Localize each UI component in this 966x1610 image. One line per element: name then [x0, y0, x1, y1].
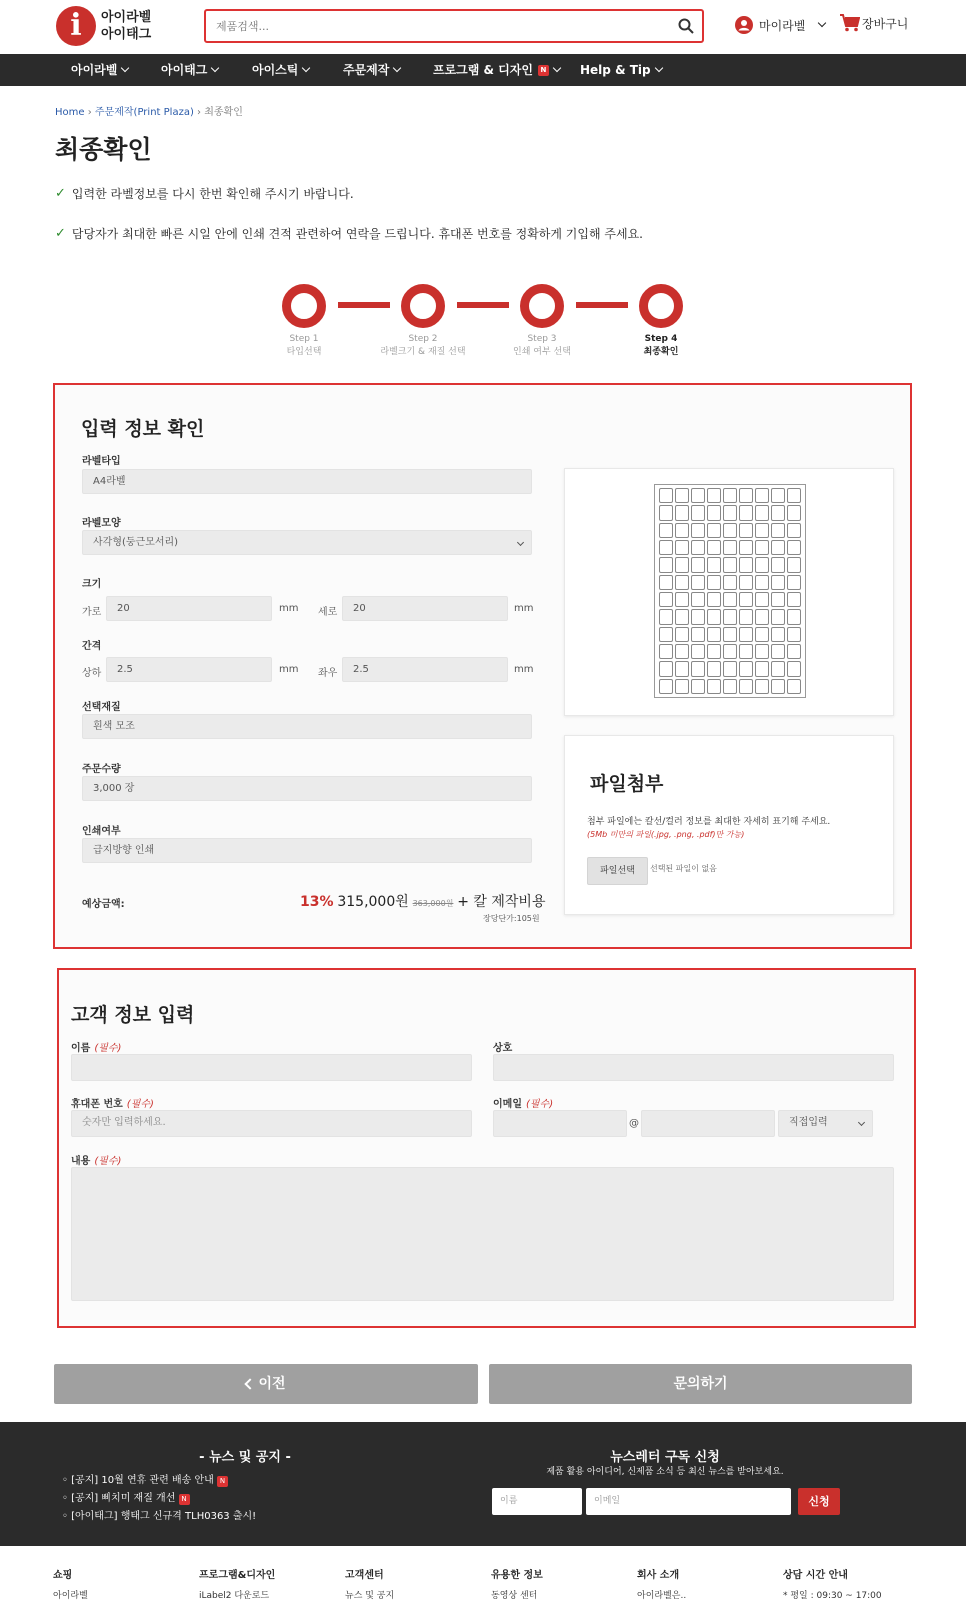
site-header [0, 0, 966, 54]
label-cell [723, 523, 737, 538]
label-cell [723, 540, 737, 555]
label-cell [707, 644, 721, 659]
label-cell [707, 540, 721, 555]
label-cell [691, 627, 705, 642]
file-attach-heading: 파일첨부 [590, 773, 664, 795]
nav-item-itag[interactable] [161, 54, 218, 86]
label-cell [659, 679, 673, 694]
label-cell [659, 523, 673, 538]
new-badge: N [217, 1476, 228, 1487]
search-input[interactable] [206, 11, 646, 41]
nav-label: Help & Tip [580, 63, 651, 77]
chevron-down-icon [393, 64, 401, 72]
label-cell [787, 609, 801, 624]
label-cell [787, 557, 801, 572]
label-cell [755, 592, 769, 607]
breadcrumb-current: 최종확인 [204, 107, 243, 118]
label-cell [691, 644, 705, 659]
label-cell [675, 523, 689, 538]
label-cell [659, 575, 673, 590]
gap-vertical-label: 상하 [82, 668, 102, 679]
size-label: 크기 [82, 579, 102, 590]
extra-cost: + 칼 제작비용 [457, 894, 546, 910]
label-cell [739, 557, 753, 572]
print-field: 급지방향 인쇄 [82, 838, 532, 863]
customer-heading: 고객 정보 입력 [71, 1004, 195, 1026]
review-heading: 입력 정보 확인 [81, 418, 205, 440]
label-cell [787, 523, 801, 538]
label-preview-card [564, 468, 894, 716]
label-cell [755, 609, 769, 624]
phone-label: 휴대폰 번호 (필수) [71, 1099, 154, 1110]
label-cell [771, 488, 785, 503]
inquiry-button[interactable]: 문의하기 [489, 1364, 912, 1404]
label-cell [659, 540, 673, 555]
label-cell [739, 644, 753, 659]
nav-label: 주문제작 [343, 63, 390, 77]
label-cell [771, 661, 785, 676]
email-domain-value: 직접입력 [789, 1117, 828, 1128]
email-local-input[interactable] [493, 1110, 627, 1137]
label-cell [787, 644, 801, 659]
nav-label: 아이스틱 [252, 63, 299, 77]
label-cell [739, 592, 753, 607]
label-cell [675, 557, 689, 572]
label-cell [659, 505, 673, 520]
discount-rate: 13% [300, 894, 334, 910]
unit-label: mm [514, 664, 534, 675]
chevron-left-icon [245, 1378, 256, 1389]
label-cell [675, 609, 689, 624]
breadcrumb-separator: › [87, 107, 92, 118]
label-cell [723, 661, 737, 676]
news-item[interactable]: ◦ [공지] 삐치미 재질 개선 N [62, 1490, 256, 1508]
new-badge: N [179, 1494, 190, 1505]
logo-icon[interactable]: i [56, 6, 96, 46]
label-cell [707, 523, 721, 538]
footer-col-support: 고객센터 뉴스 및 공지 [345, 1570, 395, 1601]
file-status: 선택된 파일이 없음 [650, 864, 717, 873]
label-cell [771, 644, 785, 659]
label-cell [675, 575, 689, 590]
file-attach-desc: 첨부 파일에는 칼선/컬러 정보를 최대한 자세히 표기해 주세요. [587, 817, 831, 827]
label-cell [787, 488, 801, 503]
nav-item-custom-order[interactable] [343, 54, 400, 86]
label-cell [787, 575, 801, 590]
label-cell [707, 505, 721, 520]
chevron-down-icon [858, 1119, 865, 1126]
chevron-down-icon [553, 64, 561, 72]
step-4-circle [639, 284, 683, 328]
main-nav [0, 54, 966, 86]
label-cell [691, 523, 705, 538]
label-cell [771, 609, 785, 624]
label-cell [755, 523, 769, 538]
label-cell [739, 679, 753, 694]
label-cell [691, 540, 705, 555]
label-cell [787, 540, 801, 555]
phone-input[interactable]: 숫자만 입력하세요. [71, 1110, 472, 1137]
search-box [204, 9, 704, 43]
label-cell [675, 644, 689, 659]
label-cell [723, 679, 737, 694]
notice-1 [55, 185, 354, 202]
footer-top [0, 1422, 966, 1546]
material-field: 흰색 모조 [82, 714, 532, 739]
label-cell [771, 523, 785, 538]
unit-label: mm [279, 603, 299, 614]
name-input[interactable] [71, 1054, 472, 1081]
label-cell [739, 488, 753, 503]
label-cell [691, 557, 705, 572]
label-cell [723, 609, 737, 624]
step-1-circle [282, 284, 326, 328]
label-cell [723, 644, 737, 659]
email-at: @ [629, 1118, 639, 1129]
content-textarea[interactable] [71, 1167, 894, 1301]
label-cell [739, 627, 753, 642]
nav-label: 프로그램 & 디자인 [433, 63, 533, 77]
label-cell [675, 661, 689, 676]
label-cell [787, 627, 801, 642]
label-cell [723, 575, 737, 590]
width-label: 가로 [82, 607, 102, 618]
news-item[interactable]: ◦ [아이태그] 행태그 신규격 TLH0363 출시! [62, 1511, 257, 1522]
label-cell [771, 627, 785, 642]
label-cell [707, 488, 721, 503]
footer-col-hours: 상담 시간 안내 * 평일 : 09:30 ~ 17:00 [783, 1570, 882, 1601]
label-cell [659, 644, 673, 659]
label-cell [771, 592, 785, 607]
label-cell [755, 575, 769, 590]
user-menu[interactable] [735, 16, 825, 34]
email-domain-input[interactable] [641, 1110, 775, 1137]
step-connector [457, 302, 509, 308]
label-type-label: 라벨타입 [82, 456, 121, 467]
logo-line-1: 아이라벨 [101, 10, 152, 25]
email-domain-select[interactable] [778, 1110, 873, 1137]
check-icon: ✓ [55, 226, 66, 241]
user-label: 마이라벨 [759, 18, 806, 33]
label-cell [691, 609, 705, 624]
label-shape-label: 라벨모양 [82, 518, 121, 529]
user-icon [735, 16, 753, 34]
label-cell [659, 488, 673, 503]
label-sheet-preview [654, 484, 806, 698]
label-cell [659, 627, 673, 642]
label-cell [659, 592, 673, 607]
label-cell [739, 609, 753, 624]
label-cell [707, 661, 721, 676]
company-input[interactable] [493, 1054, 894, 1081]
label-cell [787, 592, 801, 607]
label-cell [675, 592, 689, 607]
height-label: 세로 [318, 607, 338, 618]
height-field: 20 [342, 596, 508, 621]
newsletter-title: 뉴스레터 구독 신청 [610, 1450, 720, 1465]
label-cell [691, 592, 705, 607]
label-cell [739, 661, 753, 676]
label-cell [755, 540, 769, 555]
label-cell [755, 488, 769, 503]
logo-line-2: 아이태그 [101, 27, 152, 42]
notice-text: 담당자가 최대한 빠른 시일 안에 인쇄 견적 관련하여 연락을 드립니다. 휴대폰 번호를 정확하게 기입해 주세요. [71, 227, 643, 241]
gap-vertical-field: 2.5 [106, 657, 272, 682]
unit-label: mm [279, 664, 299, 675]
nav-item-istick[interactable] [252, 54, 309, 86]
logo-text[interactable] [101, 9, 151, 43]
label-cell [723, 592, 737, 607]
search-icon[interactable] [678, 18, 694, 34]
breadcrumb [55, 103, 243, 118]
label-cell [787, 679, 801, 694]
label-cell [675, 505, 689, 520]
material-label: 선택재질 [82, 702, 121, 713]
footer-col-shopping: 쇼핑 아이라벨 [53, 1570, 88, 1601]
newsletter-desc: 제품 활용 아이디어, 신제품 소식 등 최신 뉴스를 받아보세요. [546, 1467, 784, 1477]
label-cell [659, 661, 673, 676]
footer-col-company: 회사 소개 아이라벨은.. [637, 1570, 687, 1601]
quantity-label: 주문수량 [82, 764, 121, 775]
unit-price: 장당단가:105원 [483, 914, 540, 923]
breadcrumb-home[interactable]: Home [55, 107, 85, 118]
content-label: 내용 (필수) [71, 1156, 122, 1167]
label-cell [675, 627, 689, 642]
label-cell [707, 592, 721, 607]
subscribe-button[interactable]: 신청 [798, 1488, 840, 1515]
label-cell [707, 627, 721, 642]
quantity-field: 3,000 장 [82, 776, 532, 801]
label-cell [739, 575, 753, 590]
label-cell [723, 557, 737, 572]
news-item[interactable]: ◦ [공지] 10월 연휴 관련 배송 안내 N [62, 1472, 256, 1490]
file-attach-card [564, 735, 894, 915]
label-cell [787, 661, 801, 676]
label-cell [691, 488, 705, 503]
label-cell [771, 505, 785, 520]
label-cell [691, 505, 705, 520]
step-3-label: Step 3 인쇄 여부 선택 [513, 334, 571, 357]
notice-text: 입력한 라벨정보를 다시 한번 확인해 주시기 바랍니다. [71, 187, 354, 201]
step-connector [576, 302, 628, 308]
footer-link[interactable]: 동영상 센터 [491, 1591, 538, 1601]
file-attach-hint: (5Mb 미만의 파일(.jpg, .png, .pdf)만 가능) [587, 830, 745, 839]
print-label: 인쇄여부 [82, 826, 121, 837]
label-cell [771, 575, 785, 590]
new-badge: N [538, 65, 549, 76]
price-display [300, 891, 546, 911]
chevron-down-icon [517, 539, 524, 546]
label-cell [707, 575, 721, 590]
footer-link[interactable]: 뉴스 및 공지 [345, 1591, 395, 1601]
label-cell [723, 505, 737, 520]
prev-button-label: 이전 [258, 1376, 286, 1392]
file-select-button[interactable]: 파일선택 [587, 857, 648, 885]
newsletter-name-input[interactable]: 이름 [492, 1488, 582, 1515]
chevron-down-icon [654, 64, 662, 72]
step-4-label: Step 4 최종확인 [643, 334, 679, 357]
label-cell [755, 627, 769, 642]
label-cell [739, 540, 753, 555]
news-list [62, 1472, 256, 1526]
footer-col-program: 프로그램&디자인 iLabel2 다운로드 [199, 1570, 276, 1601]
page-title: 최종확인 [55, 135, 152, 164]
nav-item-program-design[interactable] [433, 54, 560, 86]
label-cell [771, 540, 785, 555]
label-cell [755, 557, 769, 572]
label-shape-select[interactable] [82, 530, 532, 555]
old-price: 363,000원 [412, 899, 454, 908]
label-cell [755, 679, 769, 694]
nav-item-help-tip[interactable] [580, 54, 662, 86]
label-cell [675, 488, 689, 503]
label-shape-value: 사각형(둥근모서리) [93, 537, 179, 548]
footer-link[interactable]: 아이라벨 [53, 1591, 88, 1601]
label-cell [787, 505, 801, 520]
price-value: 315,000원 [337, 894, 409, 910]
label-cell [659, 609, 673, 624]
label-cell [771, 679, 785, 694]
label-cell [691, 661, 705, 676]
prev-button[interactable] [54, 1364, 478, 1404]
label-cell [723, 488, 737, 503]
label-cell [707, 557, 721, 572]
label-cell [707, 679, 721, 694]
chevron-down-icon [211, 64, 219, 72]
breadcrumb-parent[interactable]: 주문제작(Print Plaza) [94, 107, 194, 118]
cart-label: 장바구니 [862, 16, 909, 31]
unit-label: mm [514, 603, 534, 614]
cart-link[interactable] [840, 14, 908, 32]
gap-label: 간격 [82, 641, 102, 652]
check-icon: ✓ [55, 186, 66, 201]
label-cell [755, 644, 769, 659]
step-connector [338, 302, 390, 308]
chevron-down-icon [121, 64, 129, 72]
footer-link[interactable]: 아이라벨은.. [637, 1591, 687, 1601]
email-label: 이메일 (필수) [493, 1099, 554, 1110]
footer-col-info: 유용한 정보 동영상 센터 [491, 1570, 543, 1601]
gap-horizontal-field: 2.5 [342, 657, 508, 682]
footer-hours-text: * 평일 : 09:30 ~ 17:00 [783, 1591, 882, 1601]
step-2-circle [401, 284, 445, 328]
name-label: 이름 (필수) [71, 1043, 122, 1054]
step-2-label: Step 2 라벨크기 & 재질 선택 [380, 334, 466, 357]
price-label: 예상금액: [82, 899, 125, 910]
newsletter-email-input[interactable]: 이메일 [586, 1488, 791, 1515]
chevron-down-icon [302, 64, 310, 72]
label-cell [739, 523, 753, 538]
label-cell [723, 627, 737, 642]
label-cell [691, 575, 705, 590]
gap-horizontal-label: 좌우 [318, 668, 338, 679]
label-cell [707, 609, 721, 624]
label-cell [691, 679, 705, 694]
step-1-label: Step 1 타입선택 [286, 334, 322, 357]
label-cell [755, 505, 769, 520]
footer-link[interactable]: iLabel2 다운로드 [199, 1591, 270, 1601]
chevron-down-icon [818, 19, 826, 27]
label-cell [659, 557, 673, 572]
label-cell [771, 557, 785, 572]
cart-icon [840, 14, 860, 32]
news-title: - 뉴스 및 공지 - [199, 1450, 291, 1465]
label-cell [755, 661, 769, 676]
width-field: 20 [106, 596, 272, 621]
label-cell [739, 505, 753, 520]
nav-label: 아이라벨 [71, 63, 118, 77]
step-3-circle [520, 284, 564, 328]
label-cell [675, 679, 689, 694]
label-type-field: A4라벨 [82, 469, 532, 494]
nav-item-ilabel[interactable] [71, 54, 128, 86]
nav-label: 아이태그 [161, 63, 208, 77]
company-label: 상호 [493, 1043, 513, 1054]
label-cell [675, 540, 689, 555]
notice-2 [55, 225, 643, 242]
breadcrumb-separator: › [197, 107, 202, 118]
